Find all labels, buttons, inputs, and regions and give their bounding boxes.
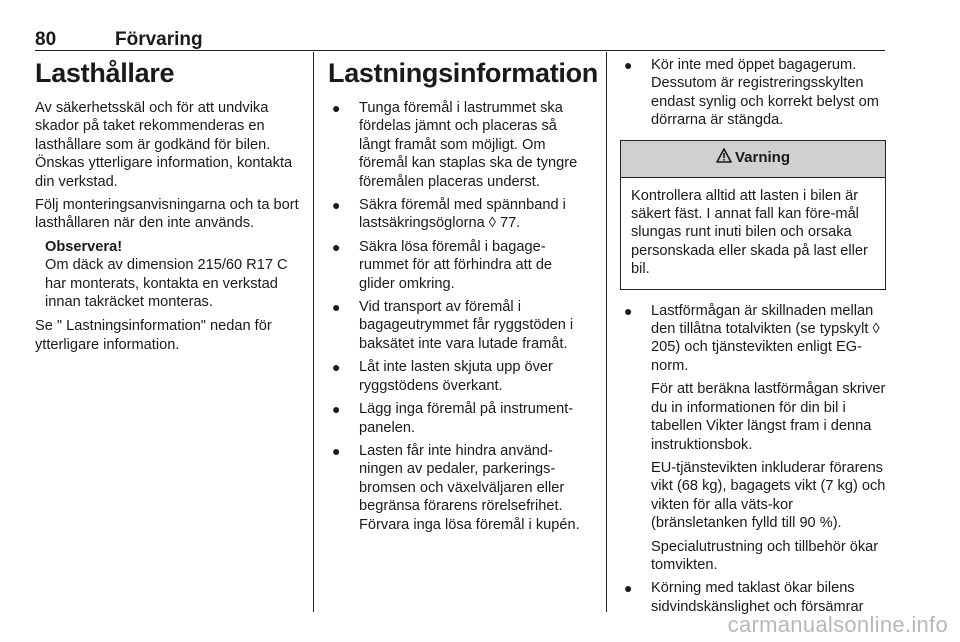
bullet-icon: ● xyxy=(332,442,341,459)
list-item xyxy=(620,302,886,575)
bullet-icon: ● xyxy=(624,57,633,73)
column-divider-right xyxy=(606,52,607,612)
bullet-icon: ● xyxy=(332,359,341,376)
bullet-icon: ● xyxy=(624,302,633,319)
warning-text: Kontrollera alltid att lasten i bilen är säkert fäst. I annat fall kan före-mål slungas runt inuti bilen och orsaka personskada eller skada på last eller bil. xyxy=(631,187,868,278)
bullet-icon: ● xyxy=(332,100,341,116)
list-item-text: Vid transport av föremål i bagageutrymmet får ryggstöden i baksätet inte vara lutade framåt. xyxy=(359,299,574,352)
note-text: Om däck av dimension 215/60 R17 C har monterats, kontakta en verkstad innan takräcket monteras. xyxy=(45,257,288,311)
column-divider-left xyxy=(313,52,314,612)
middle-column xyxy=(328,56,598,539)
bullet-icon: ● xyxy=(332,238,341,255)
header-rule xyxy=(35,50,885,51)
list-item xyxy=(328,196,590,233)
section-heading-loading-info: Lastningsinformation xyxy=(328,58,598,88)
bullet-icon: ● xyxy=(332,401,341,418)
list-item xyxy=(620,56,886,130)
list-item-text: Säkra lösa föremål i bagage-rummet för att förhindra att de glider omkring. xyxy=(359,238,553,292)
paragraph: Av säkerhetsskäl och för att undvika skador på taket rekommenderas en lasthållare som är godkänd för bilen. Önskas ytterligare information, kontakta din verkstad. xyxy=(35,100,293,190)
list-item-subparagraph: EU-tjänstevikten inkluderar förarens vikt (68 kg), bagagets vikt (7 kg) och vikten för alla väts-kor (bränsletanken fylld till 90 %). xyxy=(651,459,886,532)
page-header xyxy=(35,29,885,49)
bullet-icon: ● xyxy=(332,299,341,316)
list-item-text: Körning med taklast ökar bilens sidvindskänslighet och försämrar xyxy=(651,580,864,615)
note-block xyxy=(35,238,300,312)
list-item-subparagraph: Specialutrustning och tillbehör ökar tomvikten. xyxy=(651,538,879,573)
list-item-text: Lasten får inte hindra använd-ningen av pedaler, parkerings-bromsen och växelväljaren eller begränsa förarens rörelsefrihet. Förvara inga lösa föremål i kupén. xyxy=(359,442,580,533)
bullet-list xyxy=(620,56,886,130)
warning-box xyxy=(620,140,886,290)
section-heading-roof-rack: Lasthållare xyxy=(35,58,175,88)
list-item-text: Säkra föremål med spännband i lastsäkringsöglorna ◊ 77. xyxy=(359,197,566,232)
warning-title: Varning xyxy=(734,149,790,167)
list-item-text: Låt inte lasten skjuta upp över ryggstödens överkant. xyxy=(359,359,553,394)
list-item xyxy=(328,238,590,293)
chapter-title: Förvaring xyxy=(115,29,203,50)
note-title: Observera! xyxy=(45,238,123,255)
right-column xyxy=(620,56,886,621)
warning-triangle-icon xyxy=(716,148,732,168)
list-item xyxy=(328,298,590,353)
list-item xyxy=(328,358,590,395)
left-column xyxy=(35,56,300,359)
paragraph: Se " Lastningsinformation" nedan för ytterligare information. xyxy=(35,318,272,353)
list-item xyxy=(328,442,590,534)
warning-header xyxy=(621,141,885,178)
list-item-text: Kör inte med öppet bagagerum. Dessutom är registreringsskylten endast synlig och korrekt belyst om dörrarna är stängda. xyxy=(651,57,879,129)
bullet-list xyxy=(620,302,886,617)
list-item xyxy=(620,579,886,616)
list-item-text: Tunga föremål i lastrummet ska fördelas jämnt och placeras så långt framåt som möjligt. Om föremål kan staplas ska de tyngre föremålen placeras underst. xyxy=(359,100,578,190)
bullet-icon: ● xyxy=(332,197,341,214)
watermark: carmanualsonline.info xyxy=(727,612,948,637)
bullet-icon: ● xyxy=(624,580,633,597)
list-item xyxy=(328,400,590,437)
list-item xyxy=(328,99,590,191)
paragraph: Följ monteringsanvisningarna och ta bort lasthållaren när den inte används. xyxy=(35,197,299,232)
list-item-text: Lägg inga föremål på instrument-panelen. xyxy=(359,401,574,436)
list-item-text: Lastförmågan är skillnaden mellan den tillåtna totalvikten (se typskylt ◊ 205) och tjänstevikten enligt EG-norm. xyxy=(651,302,880,374)
page-number: 80 xyxy=(35,29,57,50)
bullet-list xyxy=(328,99,590,534)
list-item-subparagraph: För att beräkna lastförmågan skriver du in informationen för din bil i tabellen Vikter längst fram i denna instruktionsbok. xyxy=(651,381,886,453)
